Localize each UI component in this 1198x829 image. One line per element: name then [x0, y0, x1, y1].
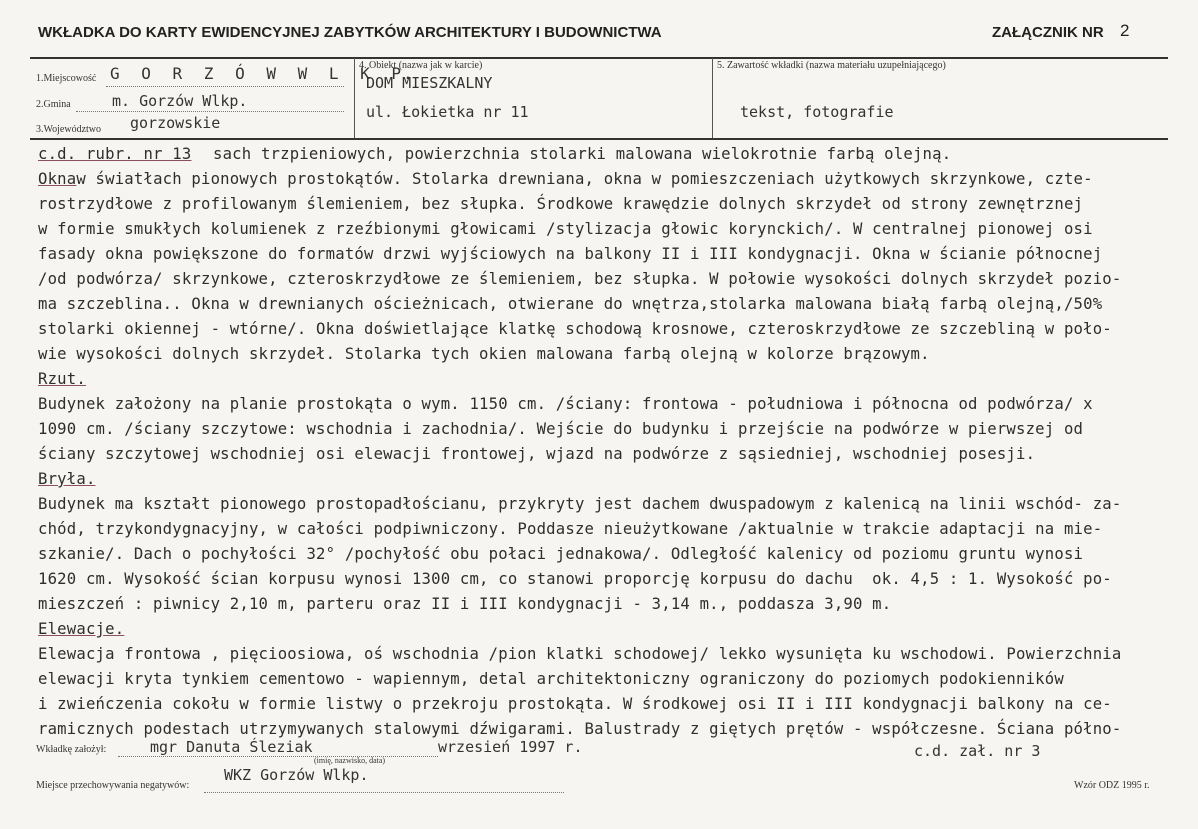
text-line: stolarki okiennej - wtórne/. Okna doświetlające klatkę schodową krosnowe, czteroskrzydłowe ze szczebliną w poło- [38, 320, 1112, 338]
text-line: ściany szczytowej wschodniej osi elewacji frontowej, wjazd na podwórze z sąsiedniej, wschodniej posesji. [38, 445, 1036, 463]
form-version: Wzór ODZ 1995 r. [1074, 780, 1150, 791]
section-heading: c.d. rubr. nr 13 [38, 145, 192, 163]
voivodeship-label: 3.Województwo [36, 124, 102, 135]
text-line: fasady okna powiększone do formatów drzwi wyjściowych na balkony II i III kondygnacji. Okna w ścianie północnej [38, 245, 1103, 263]
content-label: 5. Zawartość wkładki (nazwa materiału uzupełniającego) [717, 60, 946, 71]
text-line: Budynek założony na planie prostokąta o wym. 1150 cm. /ściany: frontowa - południowa i północna od podwórza/ x [38, 395, 1093, 413]
commune-value: m. Gorzów Wlkp. [112, 92, 248, 110]
author-name: mgr Danuta Śleziak [150, 738, 313, 756]
divider [712, 58, 713, 138]
negatives-location: WKZ Gorzów Wlkp. [224, 766, 369, 784]
text-line: 1620 cm. Wysokość ścian korpusu wynosi 1300 cm, co stanowi proporcję korpusu do dachu ok. 4,5 : 1. Wysokość po- [38, 570, 1112, 588]
line-text: w światłach pionowych prostokątów. Stolarka drewniana, okna w pomieszczeniach użytkowych skrzynkowe, czte- [76, 170, 1093, 188]
text-line: w formie smukłych kolumienek z rzeźbionymi głowicami /stylizacja głowic korynckich/. W centralnej pionowej osi [38, 220, 1093, 238]
dotted-line [76, 111, 344, 112]
text-line [38, 367, 1178, 392]
section-heading: Okna [38, 170, 77, 188]
dotted-line [204, 792, 564, 793]
text-line: wie wysokości dolnych skrzydeł. Stolarka tych okien malowana farbą olejną w kolorze brązowym. [38, 345, 930, 363]
text-line: Elewacja frontowa , pięcioosiowa, oś wschodnia /pion klatki schodowej/ lekko wysunięta ku wschodowi. Powierzchnia [38, 645, 1122, 663]
author-label: Wkładkę założył: [36, 744, 107, 755]
annex-label: ZAŁĄCZNIK NR [992, 24, 1104, 41]
dotted-line [106, 86, 344, 87]
text-line: chód, trzykondygnacyjny, w całości podpiwniczony. Poddasze nieużytkowane /aktualnie w trakcie adaptacji na mie- [38, 520, 1103, 538]
author-hint: (imię, nazwisko, data) [314, 756, 386, 765]
locality-label: 1.Miejscowość [36, 73, 97, 84]
description-text [38, 142, 1178, 742]
text-line: ramicznych podestach utrzymywanych stalowymi dźwigarami. Balustrady z giętych prętów - współczesne. Ściana półno- [38, 720, 1122, 738]
commune-label: 2.Gmina [36, 99, 71, 110]
divider [30, 138, 1168, 140]
object-label: 4. Obiekt (nazwa jak w karcie) [359, 60, 483, 71]
text-line: Budynek ma kształt pionowego prostopadłościanu, przykryty jest dachem dwuspadowym z kalenicą na linii wschód- za- [38, 495, 1122, 513]
locality-value: G O R Z Ó W W L K P. [110, 64, 415, 83]
text-line: /od podwórza/ skrzynkowe, czteroskrzydłowe ze ślemieniem, bez słupka. W połowie wysokości dolnych skrzydeł pozio- [38, 270, 1122, 288]
voivodeship-value: gorzowskie [130, 114, 221, 132]
object-address: ul. Łokietka nr 11 [366, 103, 529, 121]
dotted-line [118, 756, 438, 757]
text-line [38, 142, 1178, 167]
annex-number: 2 [1120, 21, 1130, 40]
content-value: tekst, fotografie [740, 103, 894, 121]
date-value: wrzesień 1997 r. [438, 738, 583, 756]
text-line [38, 167, 1178, 192]
line-text: sach trzpieniowych, powierzchnia stolarki malowana wielokrotnie farbą olejną. [203, 145, 952, 163]
negatives-label: Miejsce przechowywania negatywów: [36, 780, 190, 791]
form-title: WKŁADKA DO KARTY EWIDENCYJNEJ ZABYTKÓW ARCHITEKTURY I BUDOWNICTWA [38, 24, 662, 41]
continued-note: c.d. zał. nr 3 [914, 742, 1041, 760]
text-line [38, 617, 1178, 642]
text-line: 1090 cm. /ściany szczytowe: wschodnia i zachodnia/. Wejście do budynku i przejście na podwórze w pierwszej od [38, 420, 1084, 438]
section-heading: Rzut. [38, 370, 86, 388]
text-line: rostrzydłowe z profilowanym ślemieniem, bez słupka. Środkowe krawędzie dolnych skrzydeł od strony zewnętrznej [38, 195, 1084, 213]
text-line: mieszczeń : piwnicy 2,10 m, parteru oraz II i III kondygnacji - 3,14 m., poddasza 3,90 m. [38, 595, 892, 613]
divider [30, 57, 1168, 59]
section-heading: Bryła. [38, 470, 96, 488]
text-line: ma szczeblina.. Okna w drewnianych ościeżnicach, otwierane do wnętrza,stolarka malowana białą farbą olejną,/50% [38, 295, 1103, 313]
text-line [38, 467, 1178, 492]
text-line: szkanie/. Dach o pochyłości 32° /pochyłość obu połaci jednakowa/. Odległość kalenicy od poziomu gruntu wynosi [38, 545, 1084, 563]
text-line: i zwieńczenia cokołu w formie listwy o przekroju prostokąta. W środkowej osi II i III kondygnacji balkony na ce- [38, 695, 1112, 713]
object-name: DOM MIESZKALNY [366, 74, 493, 92]
text-line: elewacji kryta tynkiem cementowo - wapiennym, detal architektoniczny ograniczony do poziomych podokienników [38, 670, 1064, 688]
section-heading: Elewacje. [38, 620, 125, 638]
